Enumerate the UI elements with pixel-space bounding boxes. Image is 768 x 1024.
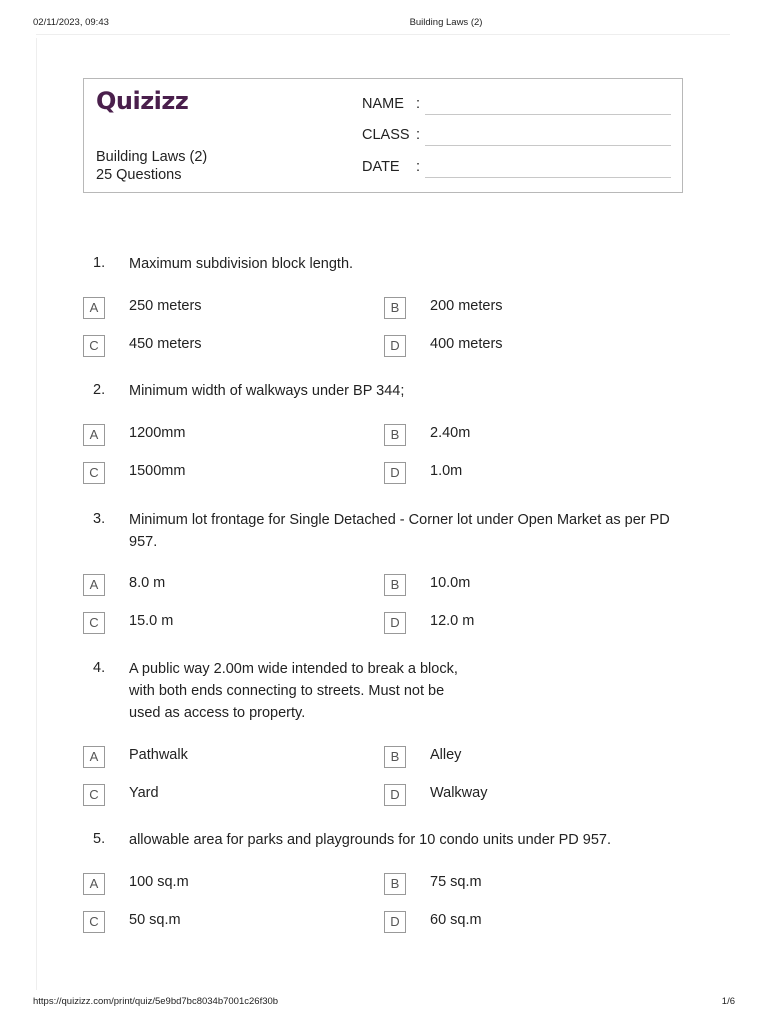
date-label: DATE bbox=[362, 159, 400, 175]
colon: : bbox=[416, 127, 421, 143]
option-text: 60 sq.m bbox=[430, 912, 482, 928]
divider bbox=[36, 38, 37, 990]
option-letter-box[interactable]: D bbox=[384, 462, 406, 484]
option-text: Alley bbox=[430, 747, 462, 763]
question-number: 3. bbox=[93, 511, 106, 527]
class-field[interactable] bbox=[362, 127, 674, 149]
question-number: 5. bbox=[93, 831, 106, 847]
divider bbox=[36, 34, 730, 35]
question-text: allowable area for parks and playgrounds for 10 condo units under PD 957. bbox=[129, 832, 612, 848]
option-letter-box[interactable]: C bbox=[83, 335, 105, 357]
colon: : bbox=[416, 159, 421, 175]
option-text: 15.0 m bbox=[129, 613, 174, 629]
option-text: 10.0m bbox=[430, 575, 471, 591]
option-text: 2.40m bbox=[430, 425, 471, 441]
option-letter-box[interactable]: A bbox=[83, 297, 105, 319]
option-letter-box[interactable]: D bbox=[384, 911, 406, 933]
option-text: Yard bbox=[129, 785, 159, 801]
option-text: 1.0m bbox=[430, 463, 463, 479]
option-text: 1200mm bbox=[129, 425, 186, 441]
option-text: 250 meters bbox=[129, 298, 202, 314]
date-line[interactable] bbox=[425, 177, 671, 178]
option-text: 100 sq.m bbox=[129, 874, 189, 890]
question-text: Maximum subdivision block length. bbox=[129, 256, 354, 272]
name-line[interactable] bbox=[425, 114, 671, 115]
print-title: Building Laws (2) bbox=[409, 17, 483, 28]
option-text: 400 meters bbox=[430, 336, 503, 352]
print-date: 02/11/2023, 09:43 bbox=[33, 17, 109, 28]
option-letter-box[interactable]: D bbox=[384, 784, 406, 806]
class-line[interactable] bbox=[425, 145, 671, 146]
date-field[interactable] bbox=[362, 159, 674, 181]
colon: : bbox=[416, 96, 421, 112]
option-letter-box[interactable]: A bbox=[83, 746, 105, 768]
option-text: 450 meters bbox=[129, 336, 202, 352]
question-text: A public way 2.00m wide intended to break a block, with both ends connecting to streets. Must not be used as access to property. bbox=[129, 661, 458, 721]
option-letter-box[interactable]: B bbox=[384, 297, 406, 319]
option-letter-box[interactable]: C bbox=[83, 612, 105, 634]
quiz-info-box bbox=[83, 78, 683, 193]
quiz-title: Building Laws (2) bbox=[96, 149, 208, 165]
question-text: Minimum lot frontage for Single Detached - Corner lot under Open Market as per PD 957. bbox=[129, 512, 670, 550]
option-text: Walkway bbox=[430, 785, 488, 801]
print-header bbox=[0, 17, 768, 29]
option-letter-box[interactable]: C bbox=[83, 462, 105, 484]
question-text: Minimum width of walkways under BP 344; bbox=[129, 383, 405, 399]
option-text: Pathwalk bbox=[129, 747, 188, 763]
option-text: 50 sq.m bbox=[129, 912, 181, 928]
name-label: NAME bbox=[362, 96, 404, 112]
option-text: 8.0 m bbox=[129, 575, 166, 591]
page-url[interactable]: https://quizizz.com/print/quiz/5e9bd7bc8034b7001c26f30b bbox=[33, 996, 279, 1007]
option-letter-box[interactable]: A bbox=[83, 574, 105, 596]
question-number: 1. bbox=[93, 255, 106, 271]
question-number: 4. bbox=[93, 660, 106, 676]
page-number: 1/6 bbox=[721, 996, 735, 1007]
option-text: 12.0 m bbox=[430, 613, 475, 629]
name-field[interactable] bbox=[362, 96, 674, 118]
option-letter-box[interactable]: D bbox=[384, 335, 406, 357]
option-text: 75 sq.m bbox=[430, 874, 482, 890]
question-number: 2. bbox=[93, 382, 106, 398]
option-letter-box[interactable]: B bbox=[384, 873, 406, 895]
question-count: 25 Questions bbox=[96, 167, 182, 183]
option-letter-box[interactable]: D bbox=[384, 612, 406, 634]
option-letter-box[interactable]: A bbox=[83, 873, 105, 895]
option-letter-box[interactable]: B bbox=[384, 746, 406, 768]
option-letter-box[interactable]: A bbox=[83, 424, 105, 446]
option-letter-box[interactable]: B bbox=[384, 574, 406, 596]
class-label: CLASS bbox=[362, 127, 410, 143]
option-letter-box[interactable]: C bbox=[83, 784, 105, 806]
option-letter-box[interactable]: C bbox=[83, 911, 105, 933]
option-text: 200 meters bbox=[430, 298, 503, 314]
option-letter-box[interactable]: B bbox=[384, 424, 406, 446]
quizizz-logo: Quizizz bbox=[96, 87, 189, 115]
option-text: 1500mm bbox=[129, 463, 186, 479]
